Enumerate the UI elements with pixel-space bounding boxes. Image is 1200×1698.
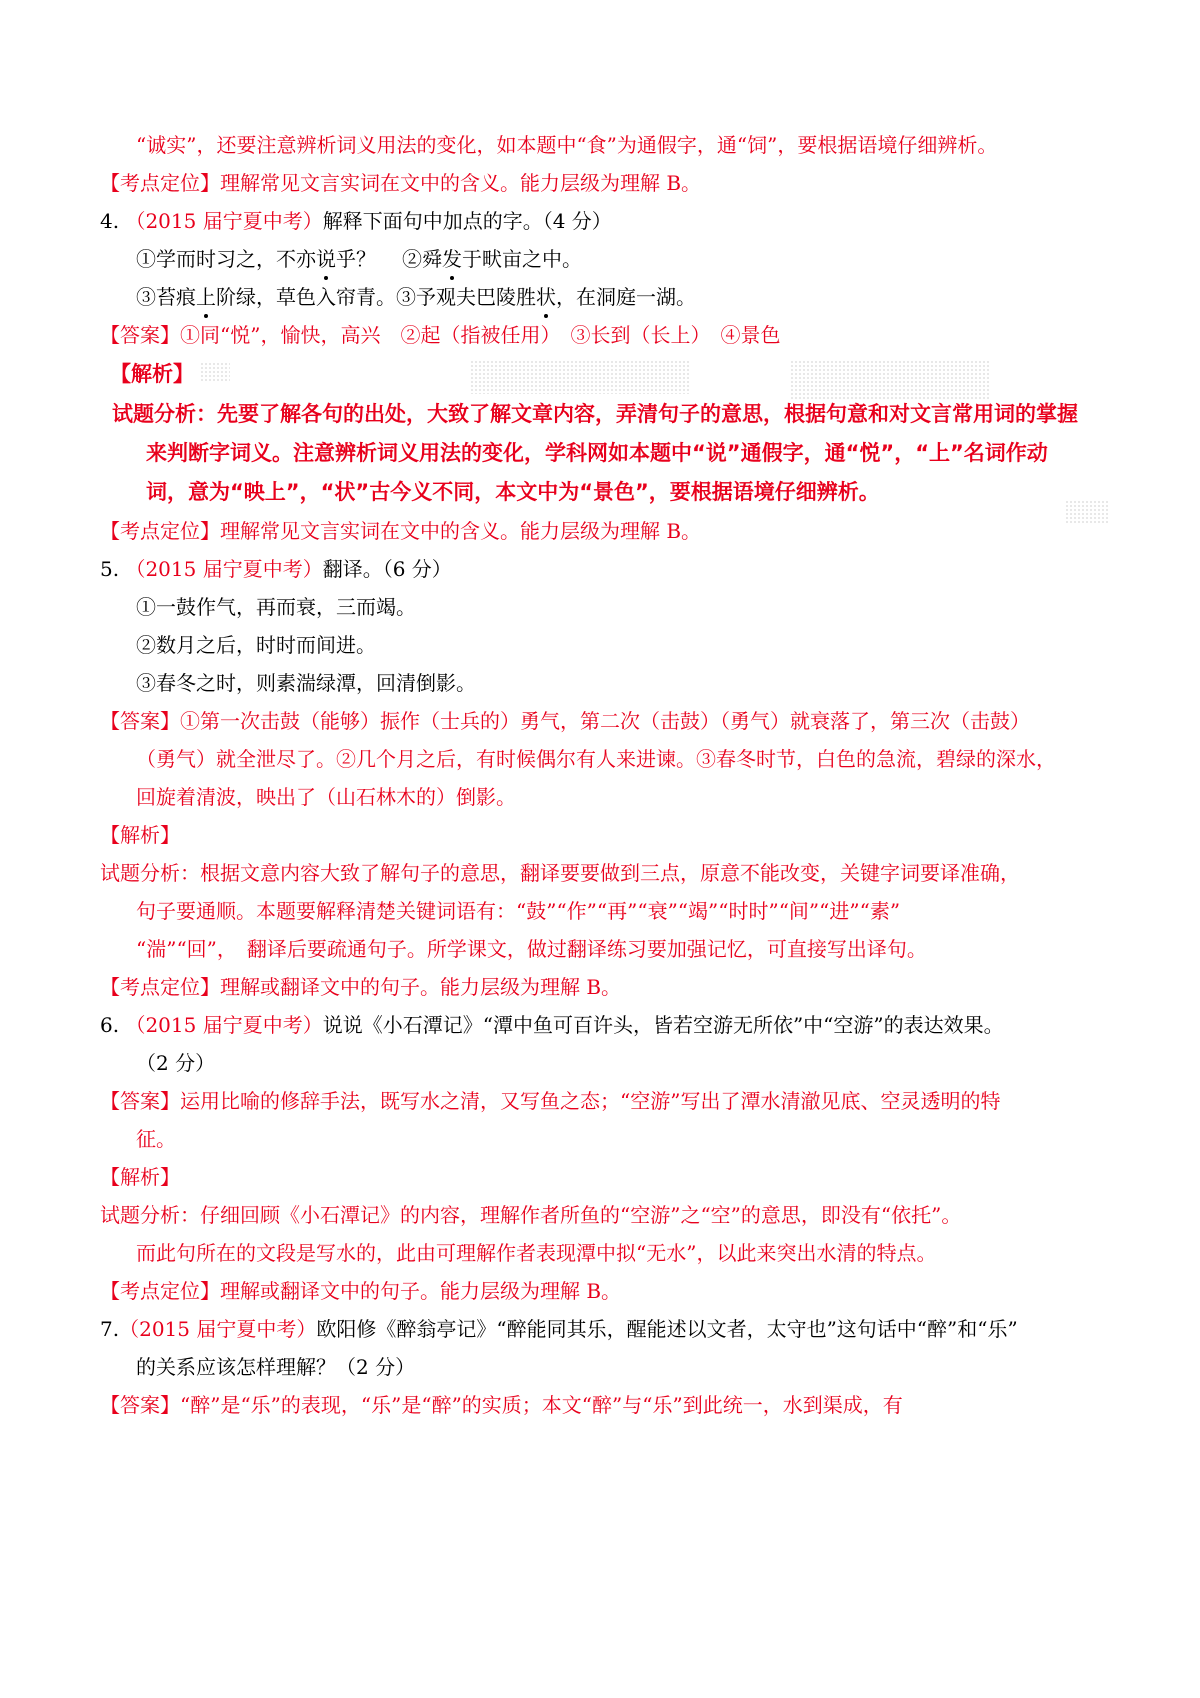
q4-s1-text: ①学而时习之，不亦: [136, 247, 316, 271]
q4-s4-dotted-char: 状: [536, 285, 556, 309]
q7-stem-line-1: 欧阳修《醉翁亭记》“醉能同其乐，醒能述以文者，太守也”这句话中“醉”和“乐”: [316, 1317, 1018, 1341]
q6-analysis-line-1: 试题分析：仔细回顾《小石潭记》的内容，理解作者所鱼的“空游”之“空”的意思，即没有“依托”。: [100, 1203, 962, 1227]
q4-answer: 【答案】①同“悦”，愉快，高兴 ②起（指被任用） ③长到（长上） ④景色: [100, 323, 781, 347]
q5-analysis-line-2: 句子要通顺。本题要解释清楚关键词语有：“鼓”“作”“再”“衰”“竭”“时时”“间”“进”“素”: [136, 899, 901, 923]
q5-answer-line-3: 回旋着清波，映出了（山石林木的）倒影。: [136, 785, 516, 809]
q6-stem: 说说《小石潭记》“潭中鱼可百许头，皆若空游无所依”中“空游”的表达效果。: [322, 1013, 1004, 1037]
q5-number: 5.: [100, 557, 120, 581]
q4-analysis-line-3: 词，意为“映上”，“状”古今义不同，本文中为“景色”，要根据语境仔细辨析。: [146, 480, 880, 504]
q5-answer-line-1: 【答案】①第一次击鼓（能够）振作（士兵的）勇气，第二次（击鼓）（勇气）就衰落了，第三次（击鼓）: [100, 709, 1030, 733]
q4-s2-dotted-char: 发: [442, 247, 462, 271]
q6-analysis-line-2: 而此句所在的文段是写水的，此由可理解作者表现潭中拟“无水”，以此来突出水清的特点。: [136, 1241, 937, 1265]
q5-analysis-line-3: “湍”“回”， 翻译后要疏通句子。所学课文，做过翻译练习要加强记忆，可直接写出译句。: [136, 937, 927, 961]
q6-points: （2 分）: [136, 1051, 216, 1075]
q4-number: 4.: [100, 209, 120, 233]
q4-s1-dotted-char: 说: [316, 247, 336, 271]
q4-s3-dotted-char: 上: [196, 285, 216, 309]
q4-s4-text: ③予观夫巴陵胜: [396, 285, 536, 309]
q4-s4-text-end: ，在洞庭一湖。: [556, 285, 696, 309]
q4-jiexi-label: 【解析】: [110, 362, 194, 386]
q4-source: （2015 届宁夏中考）: [125, 209, 323, 233]
q6-answer-line-2: 征。: [136, 1127, 176, 1151]
q4-header: [0, 207, 1200, 235]
q7-source: （2015 届宁夏中考）: [119, 1317, 317, 1341]
q4-s3-text: ③苔痕: [136, 285, 196, 309]
q5-header: [0, 555, 1200, 583]
q3-kaodian: 【考点定位】理解常见文言实词在文中的含义。能力层级为理解 B。: [100, 171, 702, 195]
q4-s1-text-end: 乎？: [336, 247, 376, 271]
q5-answer-line-2: （勇气）就全泄尽了。②几个月之后，有时候偶尔有人来进谏。③春冬时节，白色的急流，碧绿的深水，: [136, 747, 1056, 771]
q4-s3-text-end: 阶绿，草色入帘青。: [216, 285, 396, 309]
q7-stem-line-2: 的关系应该怎样理解？（2 分）: [136, 1355, 416, 1379]
q5-sentence-3: ③春冬之时，则素湍绿潭，回清倒影。: [136, 671, 476, 695]
q4-s2-text-end: 于畎亩之中。: [462, 247, 582, 271]
q3-analysis-tail: “诚实”，还要注意辨析词义用法的变化，如本题中“食”为通假字，通“饲”，要根据语境仔细辨析。: [136, 133, 998, 157]
q5-analysis-line-1: 试题分析：根据文意内容大致了解句子的意思，翻译要要做到三点，原意不能改变，关键字词要译准确，: [100, 861, 1020, 885]
q7-header: [0, 1315, 1200, 1343]
q5-sentence-2: ②数月之后，时时而间进。: [136, 633, 376, 657]
q6-kaodian: 【考点定位】理解或翻译文中的句子。能力层级为理解 B。: [100, 1279, 622, 1303]
q4-sentence-row-1: [0, 245, 1200, 273]
q4-s2-text: ②舜: [402, 247, 442, 271]
q5-jiexi-label: 【解析】: [100, 823, 180, 847]
q6-answer-line-1: 【答案】运用比喻的修辞手法，既写水之清，又写鱼之态；“空游”写出了潭水清澈见底、空灵透明的特: [100, 1089, 1001, 1113]
q5-stem: 翻译。（6 分）: [322, 557, 452, 581]
q7-answer-line-1: 【答案】“醉”是“乐”的表现，“乐”是“醉”的实质；本文“醉”与“乐”到此统一，水到渠成，有: [100, 1393, 903, 1417]
q4-sentence-row-2: [0, 283, 1200, 311]
q5-sentence-1: ①一鼓作气，再而衰，三而竭。: [136, 595, 416, 619]
q4-analysis-line-2: 来判断字词义。注意辨析词义用法的变化，学科网如本题中“说”通假字，通“悦”，“上”名词作动: [146, 441, 1048, 465]
q6-source: （2015 届宁夏中考）: [125, 1013, 323, 1037]
q6-header: [0, 1011, 1200, 1039]
q4-kaodian: 【考点定位】理解常见文言实词在文中的含义。能力层级为理解 B。: [100, 519, 702, 543]
q4-analysis-line-1: 试题分析：先要了解各句的出处，大致了解文章内容，弄清句子的意思，根据句意和对文言常用词的掌握: [112, 402, 1078, 426]
q6-number: 6.: [100, 1013, 120, 1037]
q6-jiexi-label: 【解析】: [100, 1165, 180, 1189]
q4-stem: 解释下面句中加点的字。（4 分）: [322, 209, 612, 233]
q5-kaodian: 【考点定位】理解或翻译文中的句子。能力层级为理解 B。: [100, 975, 622, 999]
q7-number: 7.: [100, 1317, 120, 1341]
q5-source: （2015 届宁夏中考）: [125, 557, 323, 581]
